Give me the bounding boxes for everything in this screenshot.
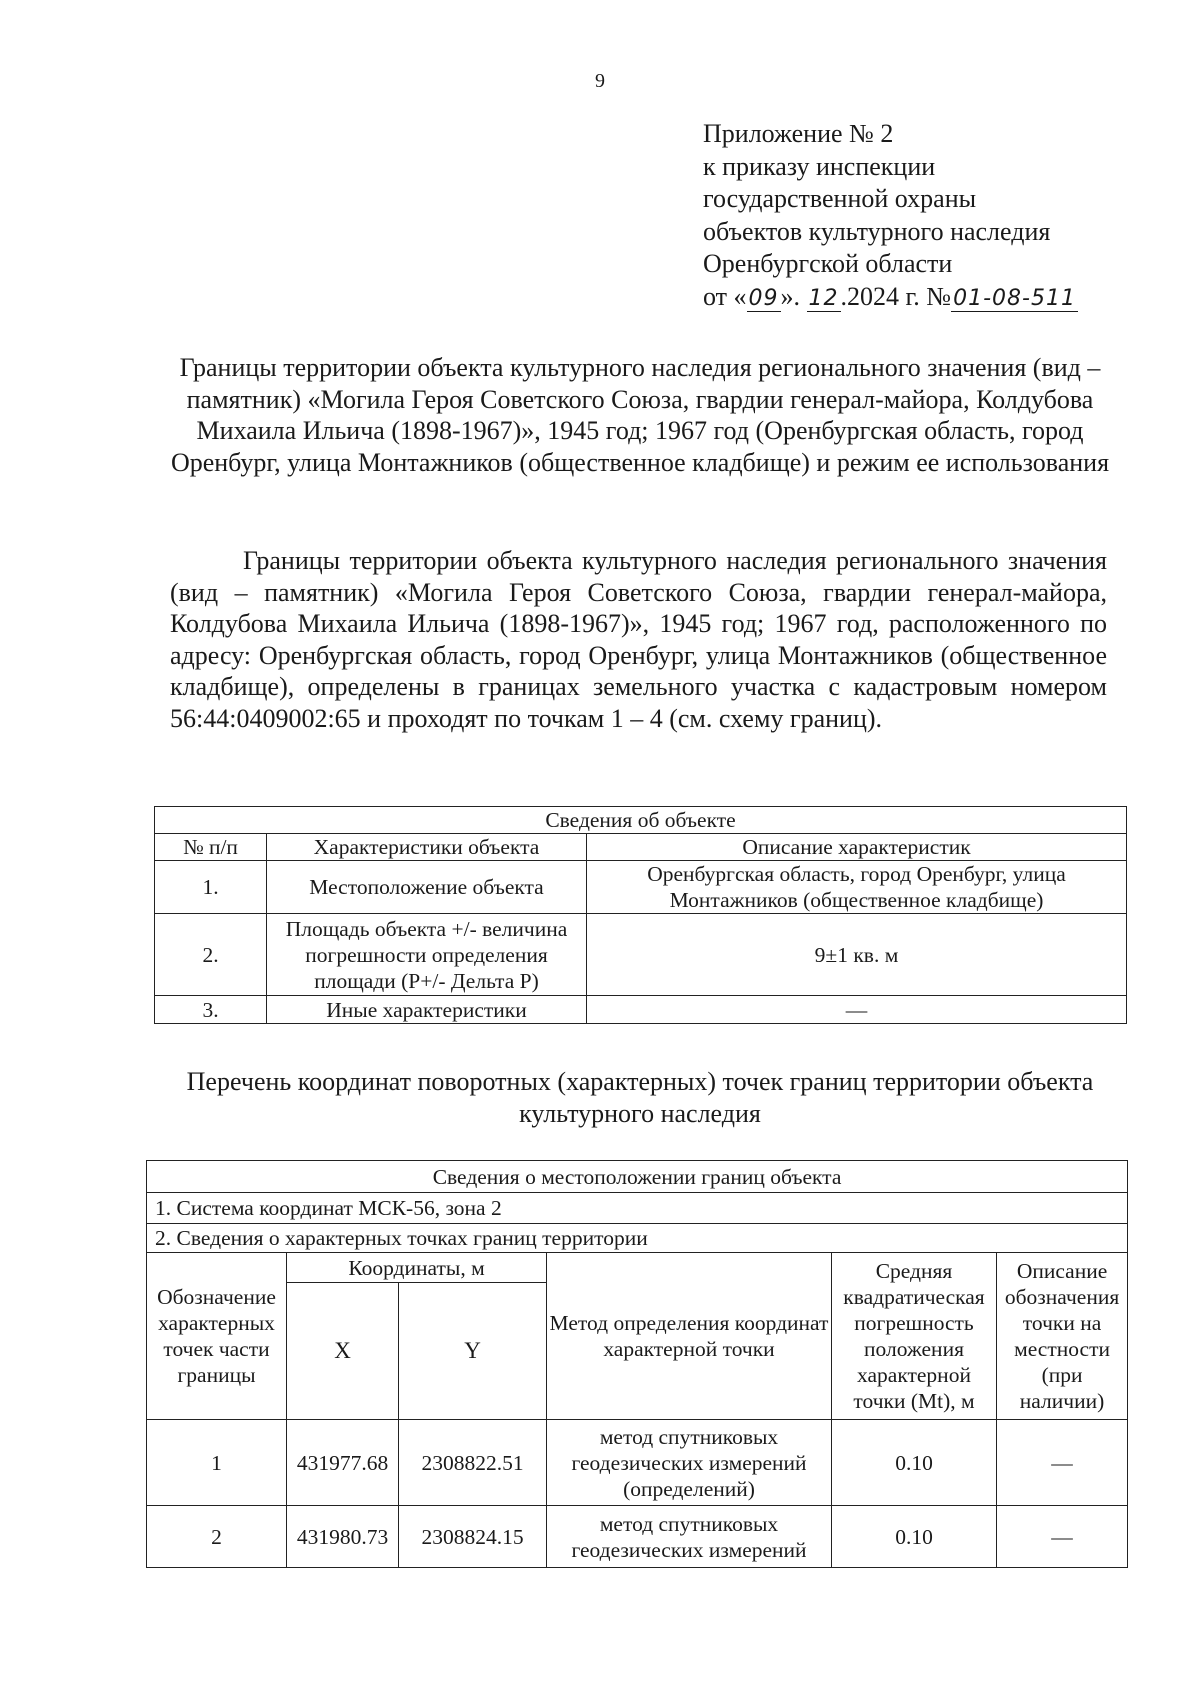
handwritten-day: 09 <box>748 285 779 311</box>
row-description: 9±1 кв. м <box>587 914 1127 996</box>
table-row <box>155 914 1127 996</box>
date-year: .2024 г. № <box>840 281 952 311</box>
coordinates-section-title: Перечень координат поворотных (характерных) точек границ территории объекта культурного наследия <box>186 1067 1094 1128</box>
column-header-designation: Обозначение характерных точек части границы <box>147 1253 287 1420</box>
error-value: 0.10 <box>832 1420 997 1506</box>
row-characteristic: Площадь объекта +/- величина погрешности определения площади (Р+/- Дельта Р) <box>267 914 587 996</box>
table-row <box>147 1506 1128 1568</box>
column-header: Характеристики объекта <box>267 834 587 861</box>
column-header-method: Метод определения координат характерной точки <box>547 1253 832 1420</box>
document-title: Границы территории объекта культурного наследия регионального значения (вид – памятник) «Могила Героя Советского Союза, гвардии генерал-майора, Колдубова Михаила Ильича (1898-1967)», 1945 год; 1967 год (Оренбургская область, город Оренбург, улица Монтажников (общественное кладбище) и режим ее использования <box>170 353 1110 477</box>
row-number: 3. <box>155 996 267 1024</box>
order-date-line <box>703 281 1078 316</box>
point-number: 1 <box>147 1420 287 1506</box>
table-row <box>155 861 1127 914</box>
date-separator: ». <box>780 281 807 311</box>
table-title: Сведения об объекте <box>155 807 1127 834</box>
coordinate-x: 431977.68 <box>287 1420 399 1506</box>
row-number: 2. <box>155 914 267 996</box>
row-number: 1. <box>155 861 267 914</box>
coordinate-x: 431980.73 <box>287 1506 399 1568</box>
handwritten-month: 12 <box>808 285 839 311</box>
object-info-table <box>154 806 1127 1024</box>
appendix-line: государственной охраны <box>703 184 977 213</box>
points-section-label: 2. Сведения о характерных точках границ территории <box>147 1224 1128 1253</box>
error-value: 0.10 <box>832 1506 997 1568</box>
column-header-coordinates: Координаты, м <box>287 1253 547 1283</box>
coordinates-table <box>146 1160 1128 1568</box>
column-header-x: X <box>287 1283 399 1420</box>
row-characteristic: Иные характеристики <box>267 996 587 1024</box>
row-description: — <box>587 996 1127 1024</box>
appendix-header <box>703 118 1078 315</box>
method: метод спутниковых геодезических измерений (определений) <box>547 1420 832 1506</box>
row-description: Оренбургская область, город Оренбург, улица Монтажников (общественное кладбище) <box>587 861 1127 914</box>
page-number: 9 <box>595 70 605 92</box>
column-header: Описание характеристик <box>587 834 1127 861</box>
column-header-error: Средняя квадратическая погрешность положения характерной точки (Mt), м <box>832 1253 997 1420</box>
table-row <box>147 1420 1128 1506</box>
point-description: — <box>997 1420 1128 1506</box>
table-row <box>155 996 1127 1024</box>
coordinate-y: 2308822.51 <box>399 1420 547 1506</box>
appendix-line: к приказу инспекции <box>703 151 936 181</box>
point-number: 2 <box>147 1506 287 1568</box>
appendix-line: Оренбургской области <box>703 249 953 278</box>
coordinate-system: 1. Система координат МСК-56, зона 2 <box>147 1193 1128 1224</box>
handwritten-order-number: 01-08-511 <box>953 285 1076 311</box>
appendix-line: Приложение № 2 <box>703 119 894 148</box>
intro-paragraph: Границы территории объекта культурного наследия регионального значения (вид – памятник) «Могила Героя Советского Союза, гвардии генерал-майора, Колдубова Михаила Ильича (1898-1967)», 1945 год; 1967 год, расположенного по адресу: Оренбургская область, город Оренбург, улица Монтажников (общественное кладбище), определены в границах земельного участка с кадастровым номером 56:44:0409002:65 и проходят по точкам 1 – 4 (см. схему границ). <box>170 546 1107 733</box>
column-header: № п/п <box>155 834 267 861</box>
method: метод спутниковых геодезических измерений <box>547 1506 832 1568</box>
coordinate-y: 2308824.15 <box>399 1506 547 1568</box>
row-characteristic: Местоположение объекта <box>267 861 587 914</box>
point-description: — <box>997 1506 1128 1568</box>
date-prefix: от « <box>703 281 747 311</box>
table-title: Сведения о местоположении границ объекта <box>147 1161 1128 1193</box>
column-header-description: Описание обозначения точки на местности (при наличии) <box>997 1253 1128 1420</box>
appendix-line: объектов культурного наследия <box>703 216 1051 246</box>
column-header-y: Y <box>399 1283 547 1420</box>
